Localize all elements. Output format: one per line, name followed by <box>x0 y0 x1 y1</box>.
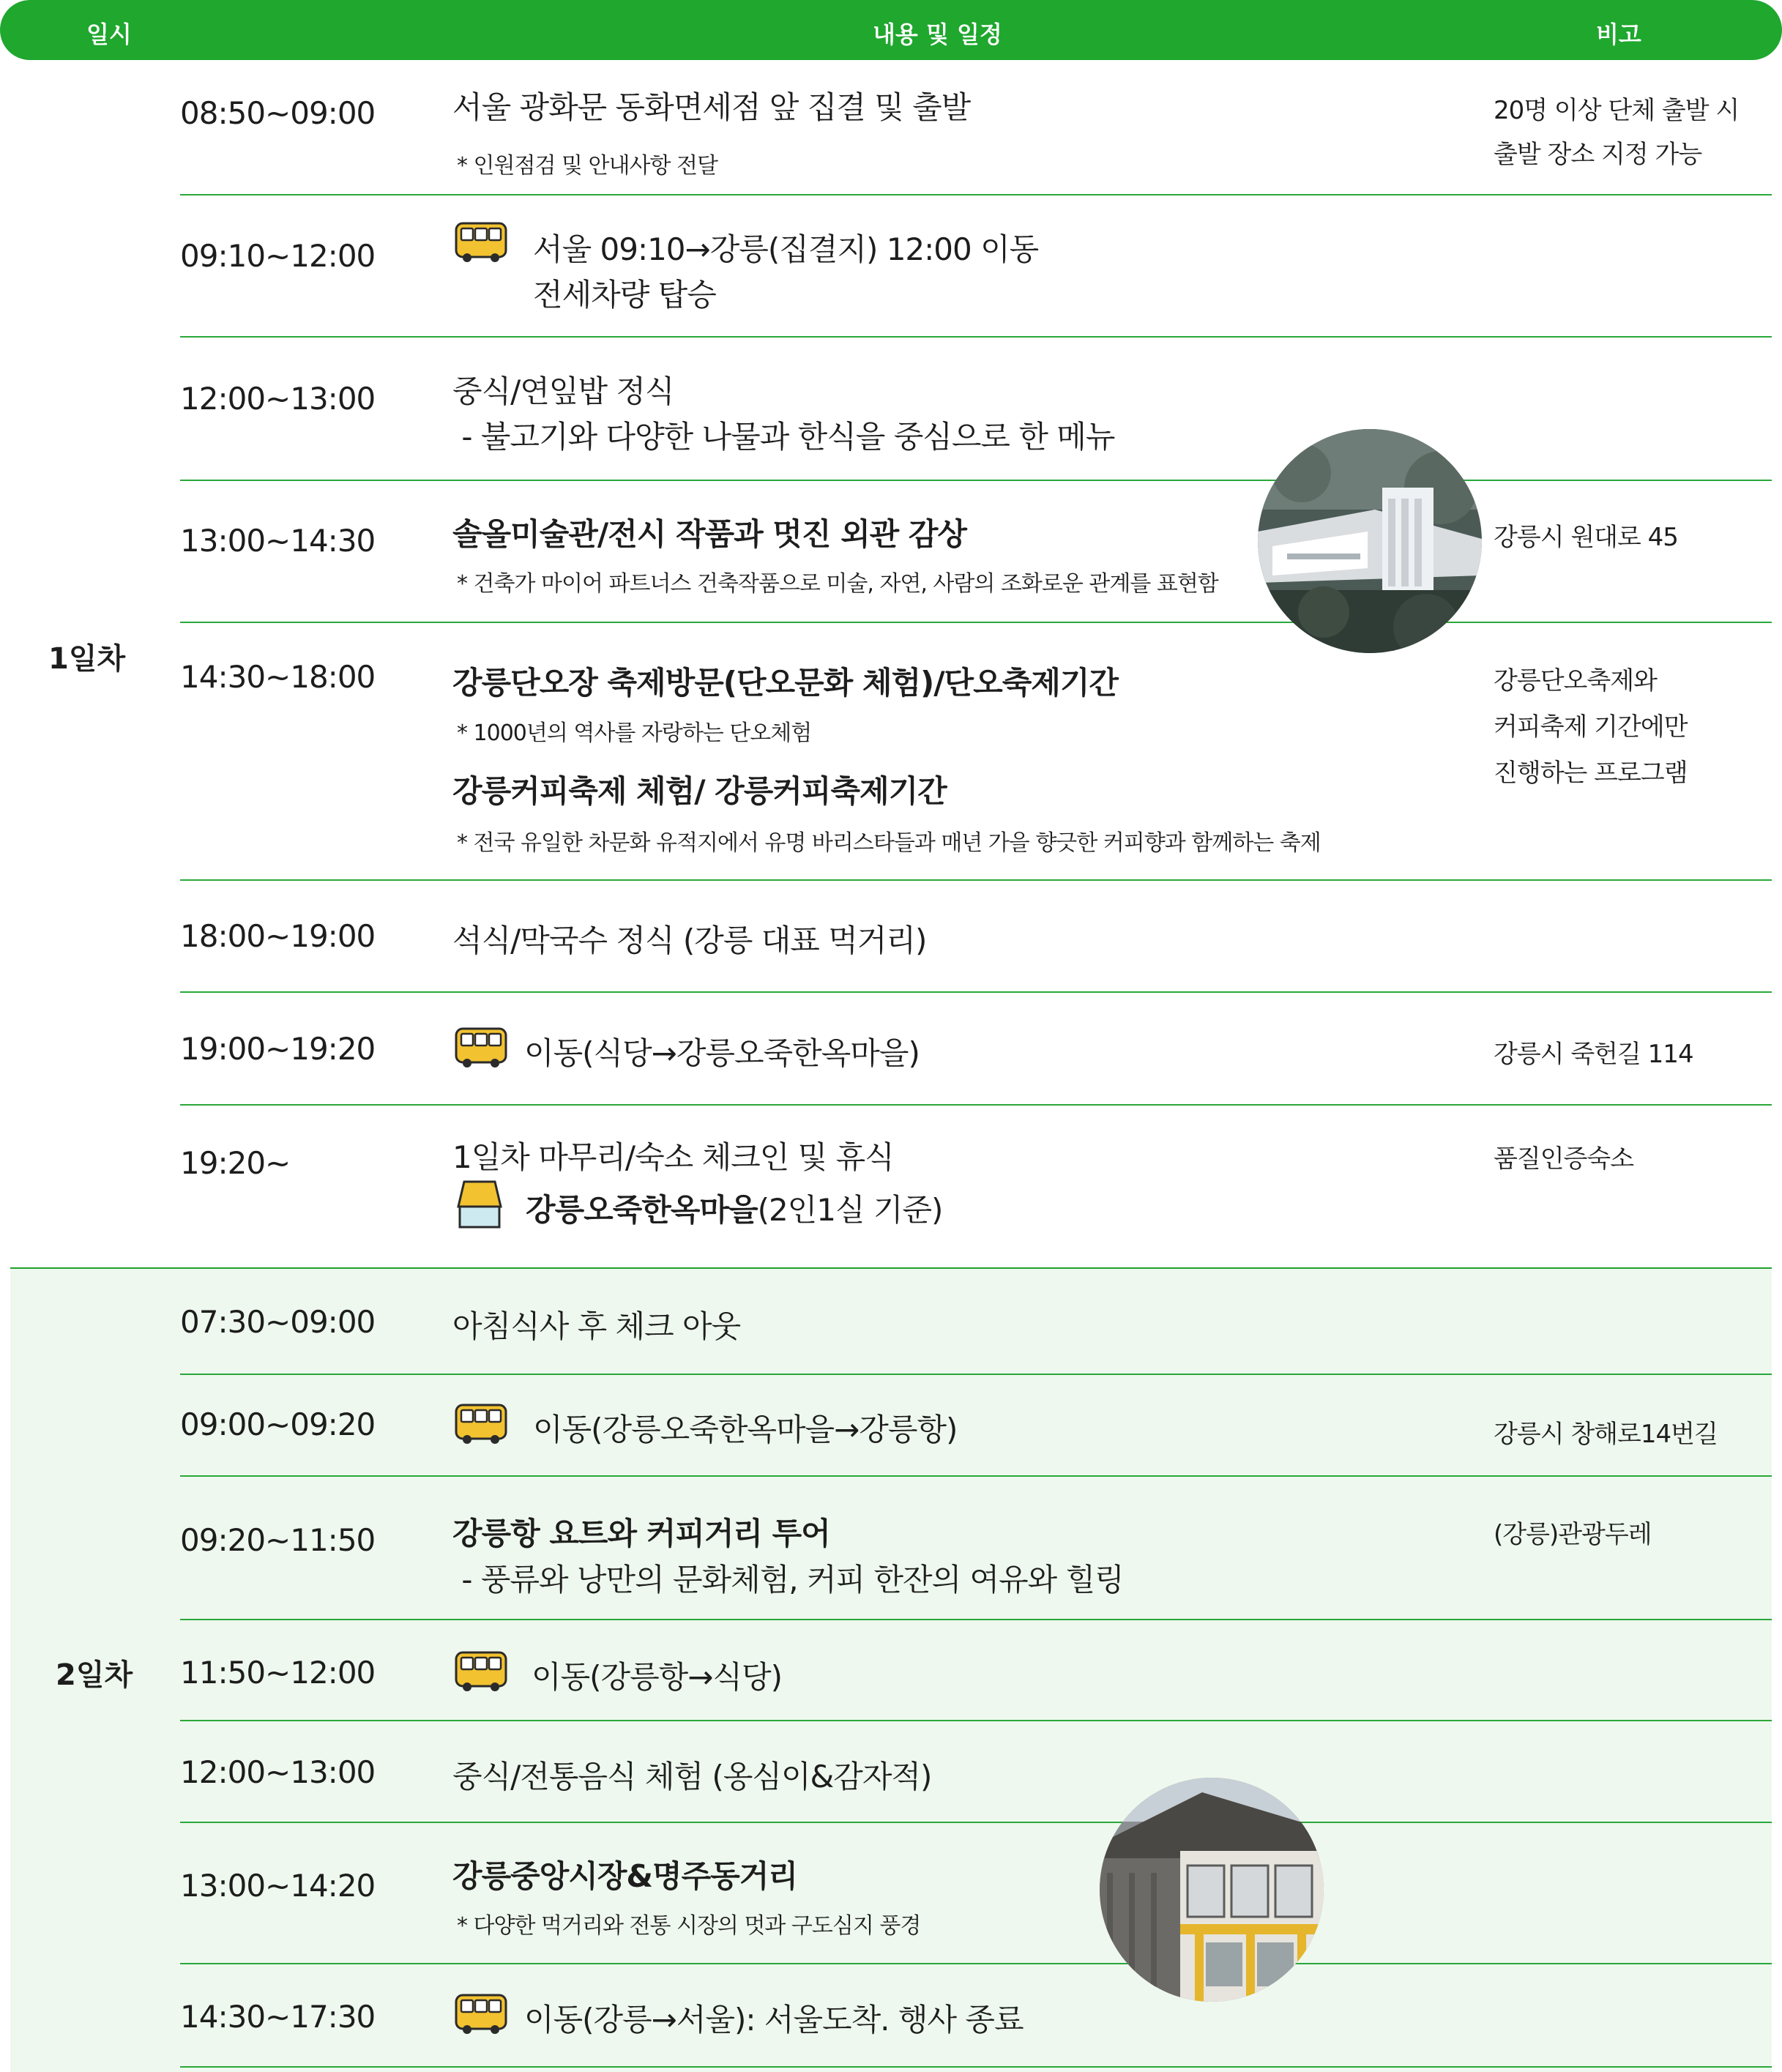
row-divider <box>180 480 1772 481</box>
row-time: 19:20~ <box>180 1145 291 1181</box>
table-header <box>0 0 1782 60</box>
row-title: 강릉항 요트와 커피거리 투어 <box>452 1516 830 1551</box>
row-note-2: * 전국 유일한 차문화 유적지에서 유명 바리스타들과 매년 가을 향긋한 커피향과 함께하는 축제 <box>457 830 1321 856</box>
row-time: 07:30~09:00 <box>180 1304 376 1340</box>
row-divider <box>180 1475 1772 1477</box>
bus-icon <box>454 221 508 265</box>
row-time: 12:00~13:00 <box>180 381 376 417</box>
row-line1: 중식/연잎밥 정식 <box>452 373 674 409</box>
row-remark: 커피축제 기간에만 <box>1494 712 1688 742</box>
row-divider <box>180 879 1772 881</box>
row-time: 14:30~17:30 <box>180 1999 376 2035</box>
header-note: 비고 <box>1596 21 1641 48</box>
row-line1: 중식/전통음식 체험 (옹심이&감자적) <box>452 1759 932 1795</box>
row-line2: 전세차량 탑승 <box>533 277 716 313</box>
row-line2: - 풍류와 낭만의 문화체험, 커피 한잔의 여유와 힐링 <box>452 1562 1124 1598</box>
row-line1: 서울 09:10→강릉(집결지) 12:00 이동 <box>533 231 1039 267</box>
row-time: 19:00~19:20 <box>180 1031 376 1067</box>
row-line2: - 불고기와 다양한 나물과 한식을 중심으로 한 메뉴 <box>452 419 1115 455</box>
row-time: 09:20~11:50 <box>180 1522 376 1558</box>
row-line1: 이동(강릉→서울): 서울도착. 행사 종료 <box>524 2002 1024 2038</box>
row-time: 13:00~14:20 <box>180 1868 376 1904</box>
row-title: 강릉단오장 축제방문(단오문화 체험)/단오축제기간 <box>452 665 1118 701</box>
row-line1: 이동(강릉항→식당) <box>532 1659 782 1695</box>
row-remark: 강릉단오축제와 <box>1494 666 1657 696</box>
row-divider <box>180 622 1772 623</box>
row-line1: 아침식사 후 체크 아웃 <box>452 1308 741 1344</box>
row-time: 14:30~18:00 <box>180 659 376 695</box>
row-divider <box>180 1963 1772 1964</box>
row-divider <box>180 1619 1772 1620</box>
bus-icon <box>454 1650 508 1694</box>
row-remark: 강릉시 창해로14번길 <box>1494 1420 1718 1449</box>
row-title: 솔올미술관/전시 작품과 멋진 외관 감상 <box>452 516 966 552</box>
day-divider <box>10 1267 1772 1269</box>
row-divider <box>180 1822 1772 1823</box>
row-time: 13:00~14:30 <box>180 523 376 559</box>
row-title: 강릉중앙시장&명주동거리 <box>452 1858 797 1894</box>
row-remark: 강릉시 원대로 45 <box>1494 523 1678 552</box>
row-remark: 강릉시 죽헌길 114 <box>1494 1040 1693 1069</box>
row-time: 09:10~12:00 <box>180 238 376 274</box>
row-time: 11:50~12:00 <box>180 1655 376 1691</box>
row-remark: 20명 이상 단체 출발 시 <box>1494 96 1740 125</box>
row-note: * 건축가 마이어 파트너스 건축작품으로 미술, 자연, 사람의 조화로운 관계를 표현함 <box>457 571 1218 597</box>
row-remark: 진행하는 프로그램 <box>1494 759 1688 788</box>
row-note: * 다양한 먹거리와 전통 시장의 멋과 구도심지 풍경 <box>457 1913 921 1939</box>
market-photo <box>1100 1778 1324 2002</box>
row-remark: (강릉)관광두레 <box>1494 1520 1652 1549</box>
day1-label: 1일차 <box>48 642 126 676</box>
row-divider <box>180 336 1772 338</box>
row-note: * 인원점검 및 안내사항 전달 <box>457 153 717 179</box>
bus-icon <box>454 1026 508 1070</box>
row-time: 18:00~19:00 <box>180 918 376 954</box>
row-line1: 석식/막국수 정식 (강릉 대표 먹거리) <box>452 923 927 958</box>
row-time: 12:00~13:00 <box>180 1754 376 1790</box>
row-divider <box>180 2066 1772 2068</box>
row-divider <box>180 1374 1772 1375</box>
row-title-2: 강릉커피축제 체험/ 강릉커피축제기간 <box>452 773 947 809</box>
museum-photo <box>1258 429 1482 653</box>
row-time: 09:00~09:20 <box>180 1406 376 1442</box>
row-note: * 1000년의 역사를 자랑하는 단오체험 <box>457 720 812 746</box>
day2-label: 2일차 <box>56 1658 133 1692</box>
row-line1: 이동(강릉오죽한옥마을→강릉항) <box>533 1412 958 1447</box>
row-divider <box>180 194 1772 195</box>
row-divider <box>180 1720 1772 1721</box>
bus-icon <box>454 1993 508 2037</box>
header-date: 일시 <box>86 21 132 48</box>
row-divider <box>180 991 1772 993</box>
row-divider <box>180 1104 1772 1106</box>
bus-icon <box>454 1403 508 1447</box>
row-line2 <box>526 1186 942 1230</box>
row-line1: 1일차 마무리/숙소 체크인 및 휴식 <box>452 1139 894 1175</box>
row-time: 08:50~09:00 <box>180 95 376 131</box>
row-line1: 이동(식당→강릉오죽한옥마을) <box>524 1035 920 1071</box>
lodging-detail: (2인1실 기준) <box>757 1192 943 1228</box>
row-remark: 출발 장소 지정 가능 <box>1494 140 1702 169</box>
hanok-icon <box>454 1179 505 1230</box>
row-title: 서울 광화문 동화면세점 앞 집결 및 출발 <box>452 89 971 125</box>
header-content: 내용 및 일정 <box>873 21 1002 48</box>
lodging-name: 강릉오죽한옥마을 <box>526 1192 758 1228</box>
row-remark: 품질인증숙소 <box>1494 1144 1634 1174</box>
